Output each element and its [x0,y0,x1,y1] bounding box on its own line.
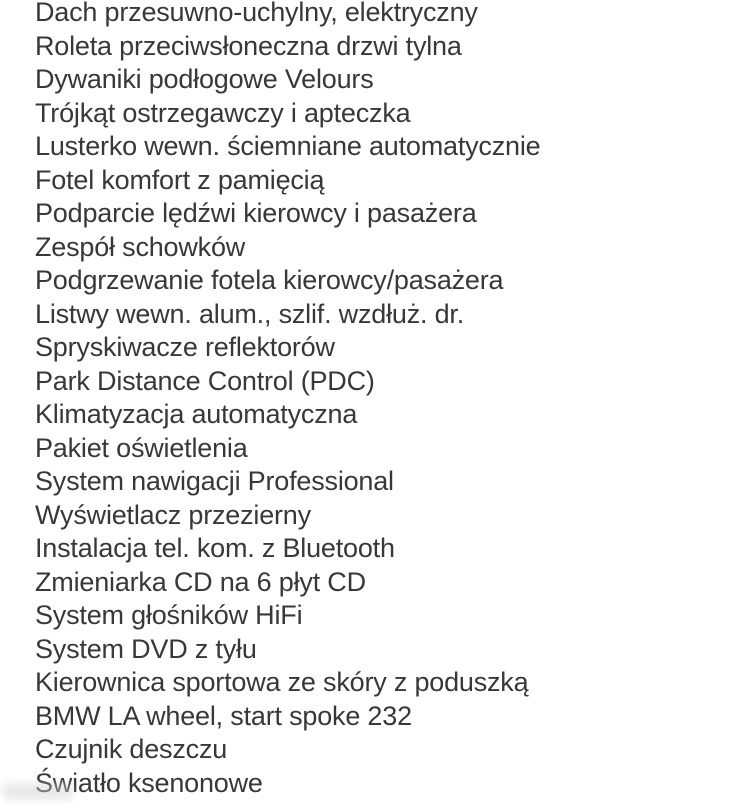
equipment-list-item: Park Distance Control (PDC) [35,365,375,396]
equipment-list-item: BMW LA wheel, start spoke 232 [35,700,412,731]
equipment-list-item: System głośników HiFi [35,600,303,630]
equipment-list-item: Klimatyzacja automatyczna [35,399,358,429]
equipment-list-item: Spryskiwacze reflektorów [35,332,335,362]
equipment-list-item: Zmieniarka CD na 6 płyt CD [35,566,366,597]
equipment-list-item: Wyświetlacz przezierny [35,499,311,530]
equipment-list-item: Kierownica sportowa ze skóry z poduszką [35,667,529,697]
equipment-list-item: Trójkąt ostrzegawczy i apteczka [35,97,411,128]
equipment-list-item: Czujnik deszczu [35,734,228,764]
equipment-list-item: Roleta przeciwsłoneczna drzwi tylna [35,30,462,61]
equipment-list-item: Listwy wewn. alum., szlif. wzdłuż. dr. [35,298,465,329]
equipment-list-item: System DVD z tyłu [35,633,257,664]
equipment-list-item: Instalacja tel. kom. z Bluetooth [35,533,395,563]
equipment-list-item: Światło ksenonowe [35,767,263,798]
equipment-list-item: Fotel komfort z pamięcią [35,164,325,195]
equipment-list-item: Pakiet oświetlenia [35,432,248,463]
equipment-list-item: System nawigacji Professional [35,466,394,496]
equipment-list-item: Podgrzewanie fotela kierowcy/pasażera [35,265,504,295]
equipment-list-item: Zespół schowków [35,231,246,262]
equipment-list-item: Dach przesuwno-uchylny, elektryczny [35,0,478,27]
equipment-list-item: Podparcie lędźwi kierowcy i pasażera [35,198,477,228]
equipment-list-item: Dywaniki podłogowe Velours [35,64,374,94]
equipment-list-item: Lusterko wewn. ściemniane automatycznie [35,131,541,161]
